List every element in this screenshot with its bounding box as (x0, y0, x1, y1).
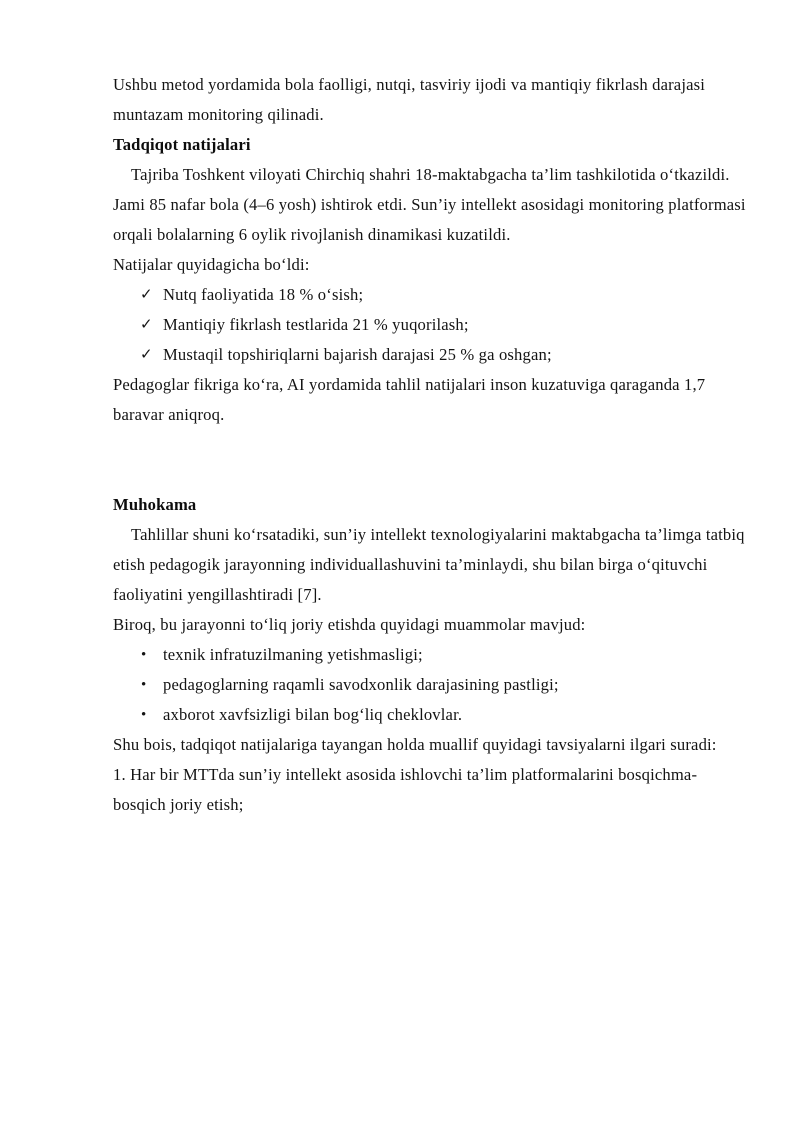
list-item-label: Mantiqiy fikrlash testlarida 21 % yuqorilash; (163, 315, 469, 334)
paragraph-method-monitoring: Ushbu metod yordamida bola faolligi, nutqi, tasviriy ijodi va mantiqiy fikrlash darajasi muntazam monitoring qilinadi. (113, 75, 706, 124)
paragraph-recommendation-1: 1. Har bir MTTda sun’iy intellekt asosida ishlovchi ta’lim platformalarini bosqichma-bosqich joriy etish; (113, 765, 698, 814)
checkmark-icon: ✓ (140, 347, 153, 363)
list-item-label: axborot xavfsizligi bilan bogʻliq cheklovlar. (163, 705, 463, 724)
paragraph-experiment-setting: Tajriba Toshkent viloyati Chirchiq shahri 18-maktabgacha ta’lim tashkilotida oʻtkazildi. Jami 85 nafar bola (4–6 yosh) ishtirok etdi. Sun’iy intellekt asosidagi monitoring platformasi orqali bolalarning 6 oylik rivojlanish dinamikasi kuzatildi. (113, 165, 746, 244)
list-item (113, 640, 747, 670)
list-item-label: pedagoglarning raqamli savodxonlik darajasining pastligi; (163, 675, 559, 694)
list-item (113, 340, 747, 370)
list-item (113, 700, 747, 730)
checkmark-icon: ✓ (140, 317, 153, 333)
paragraph-results-intro: Natijalar quyidagicha boʻldi: (113, 255, 310, 274)
blank-line-before-muhokama (113, 460, 747, 490)
heading-tadqiqot-natijalari: Tadqiqot natijalari (113, 135, 251, 154)
blank-line-before-muhokama (113, 430, 747, 460)
paragraph-recommendations-intro: Shu bois, tadqiqot natijalariga tayangan holda muallif quyidagi tavsiyalarni ilgari suradi: (113, 735, 717, 754)
document-body (113, 70, 747, 820)
heading-muhokama: Muhokama (113, 495, 197, 514)
bullet-icon: • (141, 707, 147, 723)
bullet-icon: • (141, 647, 147, 663)
list-item (113, 280, 747, 310)
paragraph-analysis-shows: Tahlillar shuni koʻrsatadiki, sun’iy intellekt texnologiyalarini maktabgacha ta’limga tatbiq etish pedagogik jarayonning individuallashuvini ta’minlaydi, shu bilan birga oʻqituvchi faoliyatini yengillashtiradi [7]. (113, 525, 745, 604)
list-item-label: texnik infratuzilmaning yetishmasligi; (163, 645, 423, 664)
list-item-label: Nutq faoliyatida 18 % oʻsish; (163, 285, 364, 304)
bullet-icon: • (141, 677, 147, 693)
list-results-checkmarks (113, 280, 747, 370)
paragraph-problems-intro: Biroq, bu jarayonni toʻliq joriy etishda quyidagi muammolar mavjud: (113, 615, 586, 634)
list-item (113, 310, 747, 340)
paragraph-pedagogue-opinion: Pedagoglar fikriga koʻra, AI yordamida tahlil natijalari inson kuzatuviga qaraganda 1,7 baravar aniqroq. (113, 375, 706, 424)
checkmark-icon: ✓ (140, 287, 153, 303)
list-problems-bullets (113, 640, 747, 730)
list-item-label: Mustaqil topshiriqlarni bajarish darajasi 25 % ga oshgan; (163, 345, 552, 364)
list-item (113, 670, 747, 700)
